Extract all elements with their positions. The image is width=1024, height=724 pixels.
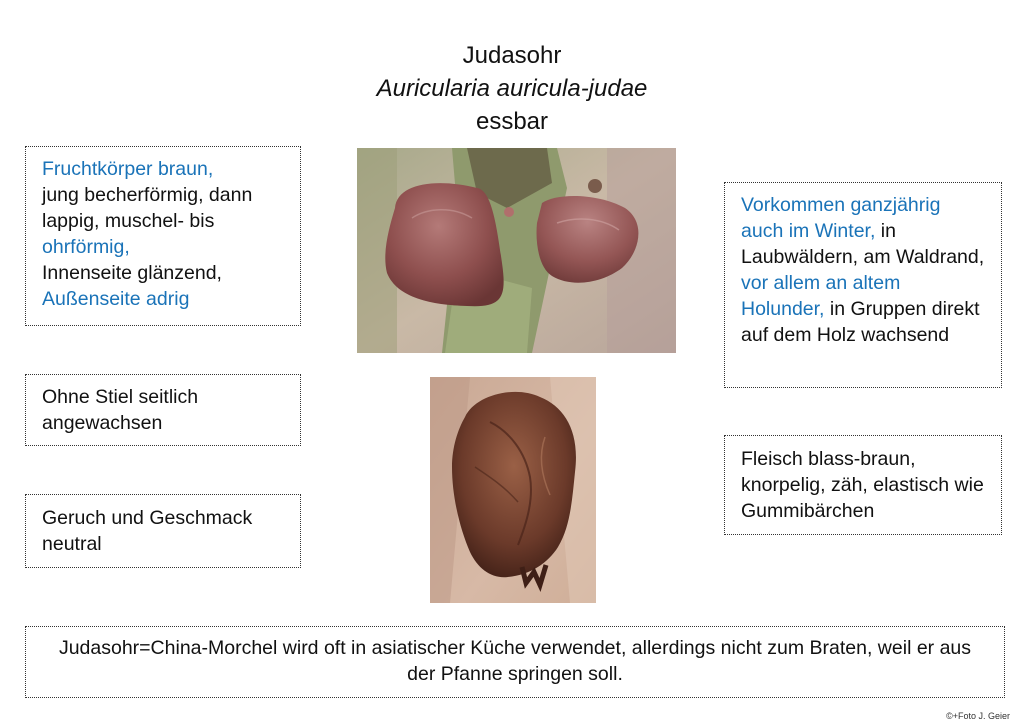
fleisch-text: Fleisch blass-braun, knorpelig, zäh, elastisch wie Gummibärchen bbox=[741, 448, 984, 522]
fruchtkoerper-box bbox=[25, 146, 301, 326]
geruch-text: Geruch und Geschmack neutral bbox=[42, 507, 253, 555]
edibility-label: essbar bbox=[475, 108, 549, 135]
fruchtkoerper-text-4: Innenseite glänzend, bbox=[42, 262, 222, 284]
vorkommen-text-3: vor allem an altem Holunder, bbox=[741, 272, 901, 320]
vorkommen-text-2: in Laubwäldern, am Waldrand, bbox=[741, 220, 985, 268]
vorkommen-box bbox=[724, 182, 1002, 388]
stiel-text: Ohne Stiel seitlich angewachsen bbox=[42, 386, 199, 434]
fruchtkoerper-text-3: ohrförmig, bbox=[42, 236, 130, 258]
fruchtkoerper-text-1: Fruchtkörper braun, bbox=[42, 158, 214, 180]
vorkommen-text-4: in Gruppen direkt auf dem Holz wachsend bbox=[741, 298, 980, 346]
fleisch-box bbox=[724, 435, 1002, 535]
fruchtkoerper-text-5: Außenseite adrig bbox=[42, 288, 190, 310]
fungus-on-branch-photo bbox=[357, 148, 676, 353]
latin-name-title: Auricularia auricula-judae bbox=[376, 75, 648, 102]
note-box bbox=[25, 626, 1005, 698]
geruch-box bbox=[25, 494, 301, 568]
common-name-title: Judasohr bbox=[462, 42, 562, 69]
photo-credit: ©+Foto J. Geier bbox=[946, 711, 1010, 721]
vorkommen-text-1: Vorkommen ganzjährig auch im Winter, bbox=[741, 194, 941, 242]
fungus-in-hand-photo bbox=[430, 377, 596, 603]
note-text: Judasohr=China-Morchel wird oft in asiatischer Küche verwendet, allerdings nicht zum Braten, weil er aus der Pfanne springen soll. bbox=[58, 637, 972, 685]
stiel-box bbox=[25, 374, 301, 446]
fruchtkoerper-text-2: jung becherförmig, dann lappig, muschel- bis bbox=[42, 184, 253, 232]
